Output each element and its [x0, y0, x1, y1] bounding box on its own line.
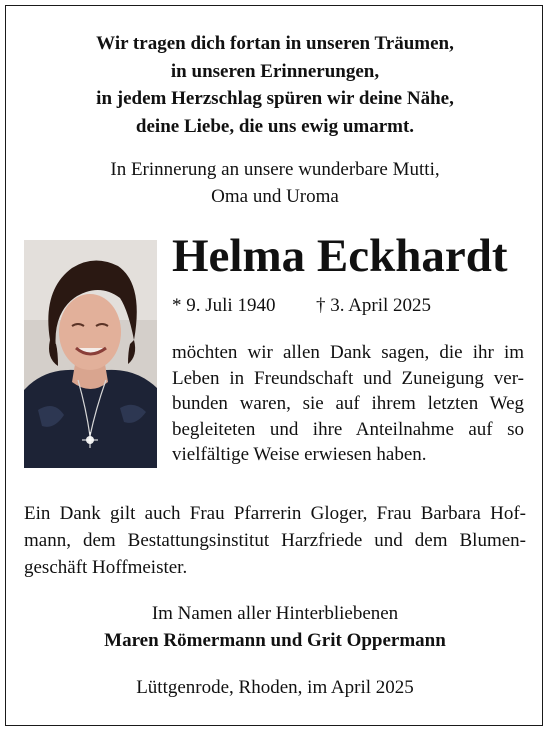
intro-line: In Erinnerung an unsere wunderbare Mutti,	[110, 159, 440, 180]
special-thanks-line: Ein Dank gilt auch Frau Pfarrerin Gloger, Frau Barbara Hof-	[24, 503, 526, 524]
portrait-photo	[24, 240, 157, 468]
poem-line: in unseren Erinnerungen,	[170, 60, 380, 82]
special-thanks-line: mann, dem Bestattungsinstitut Harzfriede und dem Blumen-	[24, 530, 526, 551]
thanks-line: möchten wir allen Dank sagen, die ihr im	[172, 342, 524, 363]
thanks-line: bunden waren, sie auf ihrem letzten Weg	[172, 393, 524, 414]
deceased-name: Helma Eckhardt	[172, 230, 508, 282]
thanks-line: vielfältige Weise erwiesen haben.	[172, 444, 427, 465]
on-behalf-line: Im Namen aller Hinterbliebenen	[151, 603, 399, 624]
portrait-illustration	[24, 240, 157, 468]
life-dates	[172, 294, 532, 318]
death-date: † 3. April 2025	[316, 295, 432, 316]
closing-block	[0, 600, 550, 654]
memorial-poem	[0, 30, 550, 140]
poem-line: Wir tragen dich fortan in unseren Träumen,	[96, 33, 454, 54]
poem-line: deine Liebe, die uns ewig umarmt.	[135, 115, 415, 137]
thanks-line: Leben in Freundschaft und Zuneigung ver-	[172, 367, 524, 389]
place-and-date: Lüttgenrode, Rhoden, im April 2025	[136, 677, 414, 698]
thanks-line: begleiteten und ihre Anteilnahme auf so	[172, 418, 524, 440]
remembrance-intro	[0, 156, 550, 210]
poem-line: in jedem Herzschlag spüren wir deine Nähe,	[96, 88, 454, 109]
thanks-paragraph	[172, 340, 524, 468]
intro-line: Oma und Uroma	[211, 186, 339, 207]
special-thanks-paragraph	[24, 500, 526, 581]
birth-date: * 9. Juli 1940	[172, 295, 276, 316]
special-thanks-line: geschäft Hoffmeister.	[24, 557, 188, 578]
signatories: Maren Römermann und Grit Oppermann	[104, 630, 446, 651]
